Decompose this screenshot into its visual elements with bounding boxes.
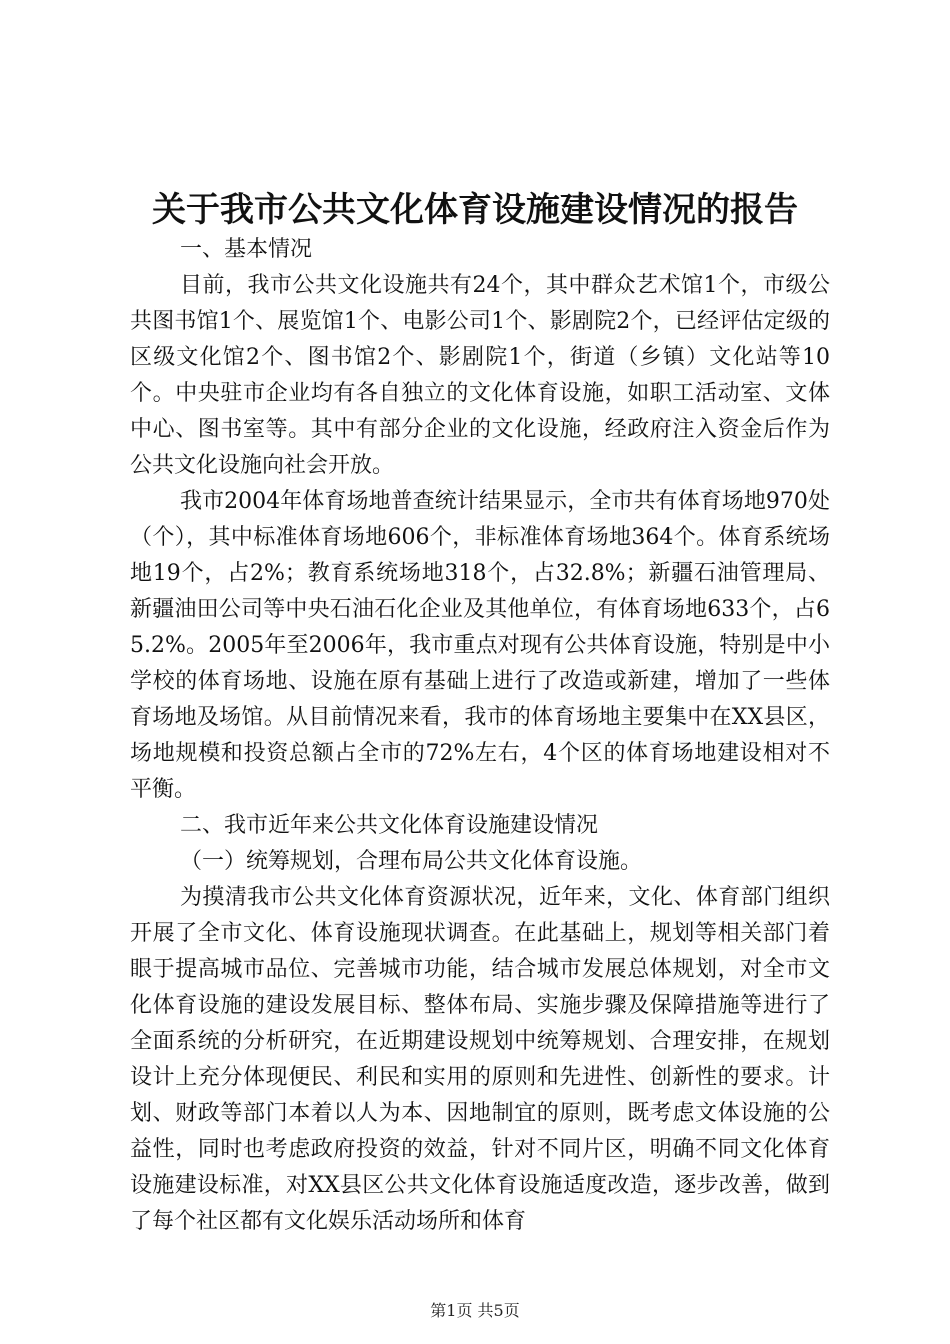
paragraph-sports-venues: 我市2004年体育场地普查统计结果显示，全市共有体育场地970处（个），其中标准体育场地606个，非标准体育场地364个。体育系统场地19个，占2%；教育系统场地318个，占32.8%；新疆石油管理局、新疆油田公司等中央石油石化企业及其他单位，有体育场地633个，占65.2%。2005年至2006年，我市重点对现有公共体育设施，特别是中小学校的体育场地、设施在原有基础上进行了改造或新建，增加了一些体育场地及场馆。从目前情况来看，我市的体育场地主要集中在XX县区，场地规模和投资总额占全市的72%左右，4个区的体育场地建设相对不平衡。 [130,489,830,802]
document-title: 关于我市公共文化体育设施建设情况的报告 [152,190,798,230]
document-body [130,232,830,1240]
subsection-heading-planning: （一）统筹规划，合理布局公共文化体育设施。 [180,849,643,874]
paragraph-culture-facilities: 目前，我市公共文化设施共有24个，其中群众艺术馆1个，市级公共图书馆1个、展览馆1个、电影公司1个、影剧院2个，已经评估定级的区级文化馆2个、图书馆2个、影剧院1个，街道（乡镇）文化站等10个。中央驻市企业均有各自独立的文化体育设施，如职工活动室、文体中心、图书室等。其中有部分企业的文化设施，经政府注入资金后作为公共文化设施向社会开放。 [130,273,830,478]
section-heading-construction: 二、我市近年来公共文化体育设施建设情况 [180,813,599,838]
page-footer: 第1页 共5页 [430,1301,520,1320]
paragraph-planning: 为摸清我市公共文化体育资源状况，近年来，文化、体育部门组织开展了全市文化、体育设施现状调查。在此基础上，规划等相关部门着眼于提高城市品位、完善城市功能，结合城市发展总体规划，对全市文化体育设施的建设发展目标、整体布局、实施步骤及保障措施等进行了全面系统的分析研究，在近期建设规划中统筹规划、合理安排，在规划设计上充分体现便民、利民和实用的原则和先进性、创新性的要求。计划、财政等部门本着以人为本、因地制宜的原则，既考虑文体设施的公益性，同时也考虑政府投资的效益，针对不同片区，明确不同文化体育设施建设标准，对XX县区公共文化体育设施适度改造，逐步改善，做到了每个社区都有文化娱乐活动场所和体育 [130,885,830,1234]
section-heading-basic: 一、基本情况 [180,237,313,262]
